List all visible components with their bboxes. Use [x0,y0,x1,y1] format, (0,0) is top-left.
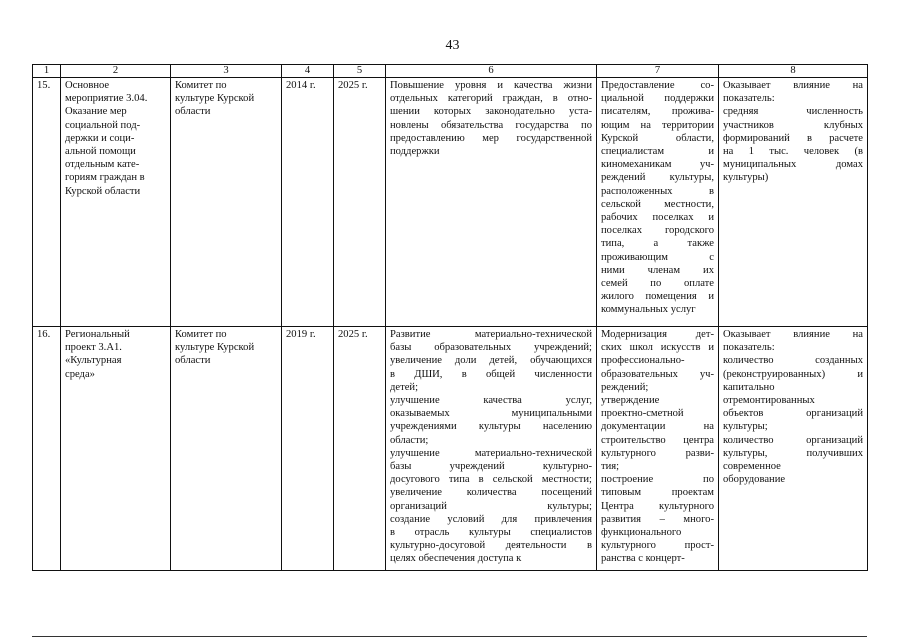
end-year-cell: 2025 г. [334,327,386,571]
cell-text-line: культуры; [723,421,768,433]
responsible-cell [171,78,282,327]
end-year-cell: 2025 г. [334,78,386,327]
cell-text-line: современное [723,461,781,473]
cell-text-line: новлены обязательства государства по [390,119,592,131]
cell-text-line: на 1 тыс. человек (в [723,146,863,158]
column-header: 2 [61,65,171,78]
cell-text-line: Курской области [65,185,141,197]
expected-result-cell [386,78,597,327]
cell-text-line: показатель: [723,93,775,105]
cell-text-line: в отрасль культуры специалистов [390,527,592,539]
start-year-cell: 2019 г. [282,327,334,571]
cell-text-line: объектов организаций [723,408,863,420]
main-directions-cell [597,78,719,327]
cell-text-line: специалистам и [601,146,714,158]
cell-text-line: области; [390,434,429,446]
cell-text-line: утверждение [601,395,660,407]
cell-text-line: типовым проектам [601,487,714,499]
cell-text-line: коммунальных услуг [601,304,696,316]
column-header: 4 [282,65,334,78]
cell-text-line: функционального [601,527,682,539]
page-bottom-rule [32,636,867,637]
cell-text-line: Модернизация дет- [601,329,714,340]
cell-text-line: построение по [601,474,714,486]
cell-text-line: отдельных категорий граждан, в отно- [390,93,592,105]
cell-text-line: Региональный [65,329,130,340]
cell-text-line: циальной поддержки [601,93,714,105]
cell-text-line: улучшение материально-технической [390,447,592,459]
cell-text-line: реждений; [601,381,649,393]
column-header: 5 [334,65,386,78]
cell-text-line: альной помощи [65,146,136,158]
column-header: 7 [597,65,719,78]
cell-text-line: тия; [601,461,620,473]
cell-text-line: досугового типа в сельской местности; [390,474,592,486]
cell-text-line: оказываемых муниципальными [390,408,592,420]
cell-text-line: рабочих поселках и [601,212,714,224]
cell-text-line: Предоставление со- [601,80,714,91]
column-header: 3 [171,65,282,78]
cell-text-line: Основное [65,80,110,91]
cell-text-line: ских школ искусств и [601,342,714,354]
cell-text-line: мероприятие 3.04. [65,93,148,105]
cell-text-line: Комитет по [175,80,227,91]
cell-text-line: Оказывает влияние на [723,329,863,340]
cell-text-line: культуры) [723,172,769,184]
cell-text-line: Курской области, [601,132,714,144]
cell-text-line: культуры, получивших [723,447,863,459]
column-header: 8 [719,65,868,78]
cell-text-line: культурного прост- [601,540,714,552]
cell-text-line: типа, а также [601,238,714,250]
cell-text-line: Центра культурного [601,500,714,512]
cell-text-line: (реконструированных) и [723,368,863,380]
cell-text-line: строительство центра [601,434,714,446]
cell-text-line: жилого помещения и [601,291,714,303]
activity-name-cell [61,78,171,327]
cell-text-line: документации на [601,421,714,433]
indicator-link-cell [719,78,868,327]
cell-text-line: культуре Курской [175,93,255,105]
cell-text-line: отремонтированных [723,395,815,407]
row-number: 15. [33,78,61,327]
program-table [32,64,868,571]
cell-text-line: улучшение качества услуг, [390,395,592,407]
cell-text-line: базы учреждений культурно- [390,461,592,473]
cell-text-line: ющим на территории [601,119,714,131]
cell-text-line: расположенных в [601,185,714,197]
cell-text-line: проектно-сметной [601,408,684,420]
cell-text-line: ранства с концерт- [601,553,685,565]
cell-text-line: целях обеспечения доступа к [390,553,522,565]
cell-text-line: увеличение количества посещений [390,487,592,499]
cell-text-line: оборудование [723,474,786,486]
cell-text-line: писателям, прожива- [601,106,714,118]
row-number: 16. [33,327,61,571]
cell-text-line: среда» [65,368,95,380]
cell-text-line: Комитет по [175,329,227,340]
cell-text-line: учреждениями культуры населению [390,421,592,433]
cell-text-line: количество созданных [723,355,863,367]
cell-text-line: реждений культуры, [601,172,714,184]
cell-text-line: создание условий для привлечения [390,513,592,525]
cell-text-line: области [175,106,211,118]
cell-text-line: культурно-досуговой деятельности в [390,540,592,552]
cell-text-line: капитально [723,381,775,393]
start-year-cell: 2014 г. [282,78,334,327]
cell-text-line: области [175,355,211,367]
cell-text-line: Повышение уровня и качества жизни [390,80,592,91]
cell-text-line: Оказание мер [65,106,127,118]
header-row [33,65,868,78]
cell-text-line: профессионально- [601,355,685,367]
cell-text-line: образовательных уч- [601,368,714,380]
cell-text-line: участников клубных [723,119,863,131]
page-number: 43 [445,38,460,53]
cell-text-line: развития – много- [601,513,714,525]
expected-result-cell [386,327,597,571]
cell-text-line: Оказывает влияние на [723,80,863,91]
cell-text-line: детей; [390,381,419,393]
activity-name-cell [61,327,171,571]
cell-text-line: проект 3.А1. [65,342,122,354]
cell-text-line: сельской местности, [601,198,714,210]
cell-text-line: формирований в расчете [723,132,863,144]
cell-text-line: ними членам их [601,264,714,276]
column-header: 1 [33,65,61,78]
cell-text-line: культуре Курской [175,342,255,354]
cell-text-line: базы образовательных учреждений; [390,342,592,354]
cell-text-line: показатель: [723,342,775,354]
cell-text-line: семей по оплате [601,278,714,290]
column-header: 6 [386,65,597,78]
cell-text-line: Развитие материально-технической [390,329,592,340]
responsible-cell [171,327,282,571]
cell-text-line: поддержки [390,146,440,158]
cell-text-line: социальной под- [65,119,141,131]
cell-text-line: увеличение доли детей, обучающихся [390,355,592,367]
cell-text-line: муниципальных домах [723,159,863,171]
cell-text-line: шении которых законодательно уста- [390,106,592,118]
indicator-link-cell [719,327,868,571]
cell-text-line: отдельным кате- [65,159,140,171]
cell-text-line: проживающим с [601,251,714,263]
main-directions-cell [597,327,719,571]
cell-text-line: киномеханикам уч- [601,159,714,171]
cell-text-line: в ДШИ, в общей численности [390,368,592,380]
cell-text-line: гориям граждан в [65,172,145,184]
cell-text-line: «Культурная [65,355,122,367]
cell-text-line: держки и соци- [65,132,135,144]
cell-text-line: предоставлению мер государственной [390,132,592,144]
cell-text-line: средняя численность [723,106,863,118]
cell-text-line: количество организаций [723,434,863,446]
cell-text-line: культурного разви- [601,447,714,459]
cell-text-line: организаций культуры; [390,500,592,512]
cell-text-line: поселках городского [601,225,714,237]
table-row [33,78,868,327]
table-row [33,327,868,571]
